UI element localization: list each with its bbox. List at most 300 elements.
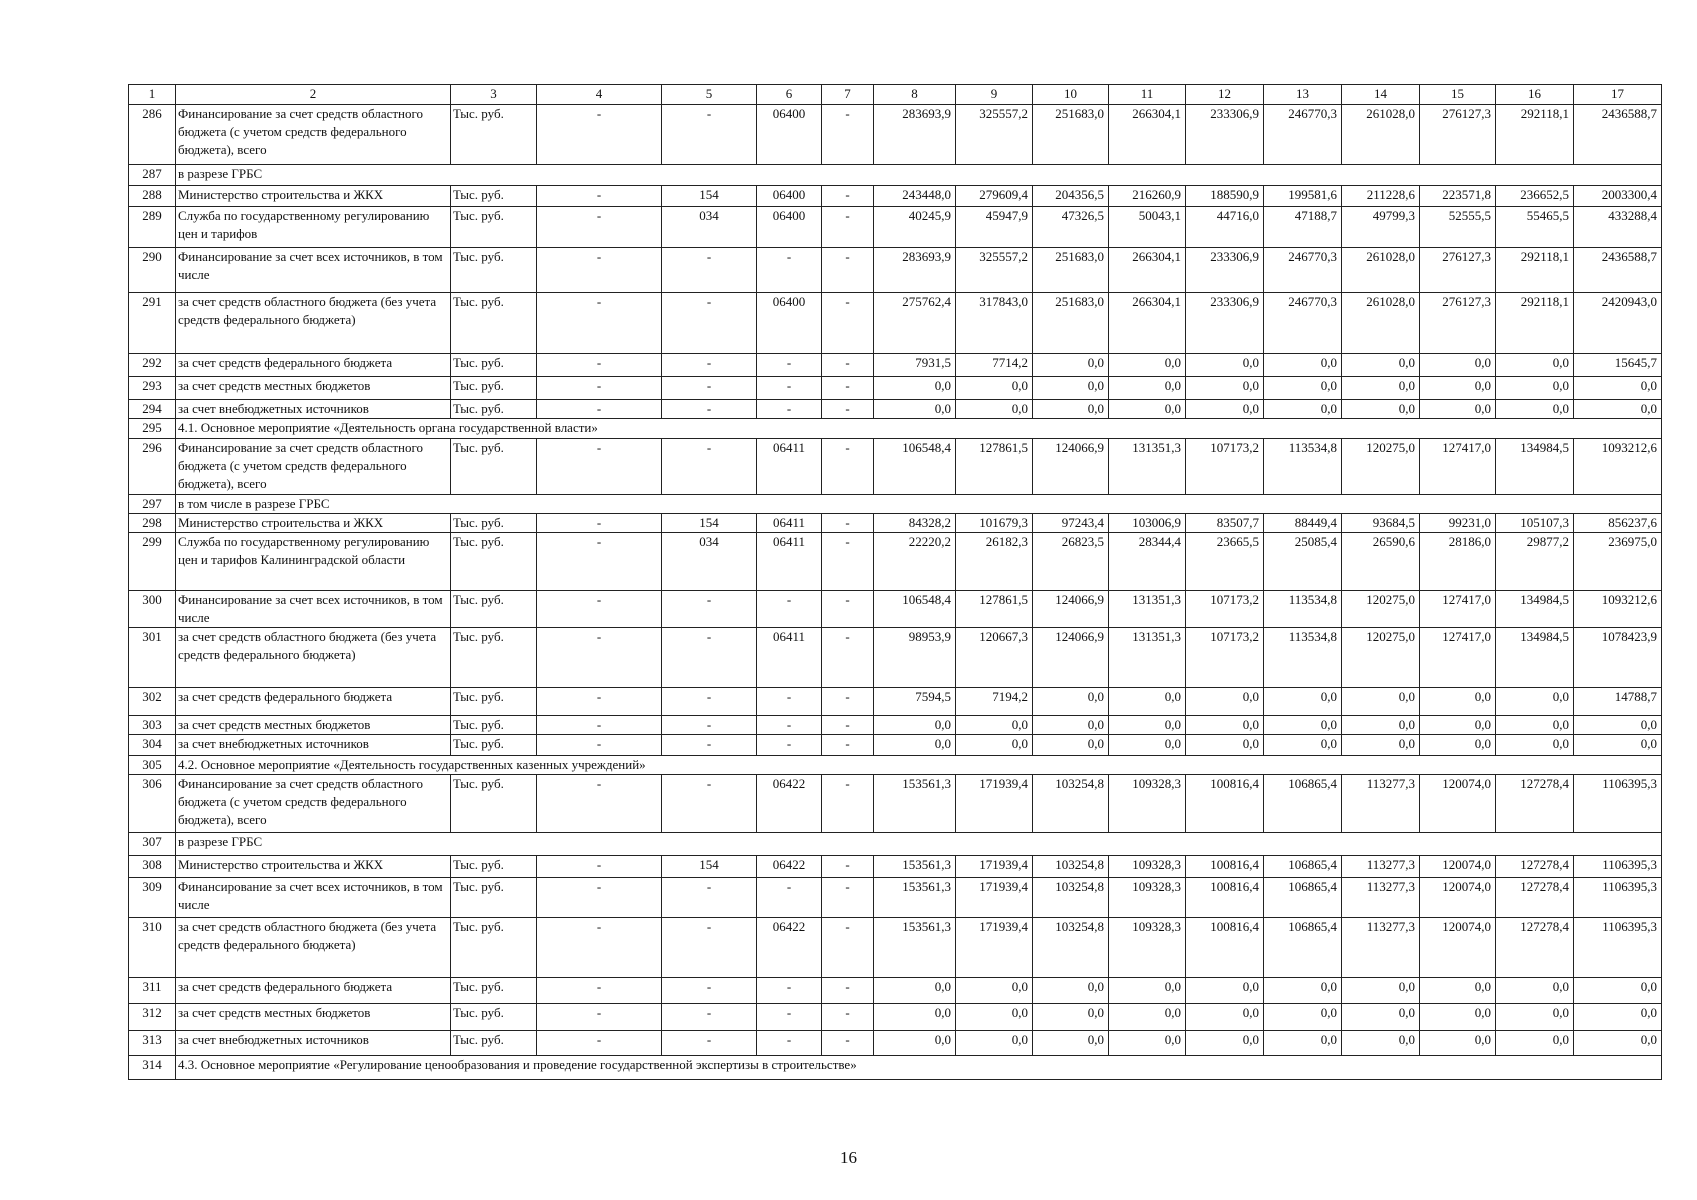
column-7-cell: -: [822, 716, 874, 735]
value-cell: 0,0: [874, 377, 956, 400]
value-cell: 0,0: [1186, 978, 1264, 1004]
value-cell: 88449,4: [1264, 514, 1342, 533]
table-row: [129, 533, 1662, 591]
column-6-cell: -: [757, 878, 822, 918]
value-cell: 0,0: [1420, 354, 1496, 377]
column-7-cell: -: [822, 688, 874, 716]
value-cell: 171939,4: [956, 775, 1033, 833]
value-cell: 105107,3: [1496, 514, 1574, 533]
column-number-11: 11: [1109, 85, 1186, 105]
value-cell: 292118,1: [1496, 293, 1574, 354]
value-cell: 134984,5: [1496, 591, 1574, 628]
section-title: в разрезе ГРБС: [176, 165, 1662, 186]
value-cell: 0,0: [1033, 377, 1109, 400]
column-5-cell: -: [662, 400, 757, 419]
value-cell: 28186,0: [1420, 533, 1496, 591]
table-row: [129, 1031, 1662, 1056]
value-cell: 1106395,3: [1574, 918, 1662, 978]
row-number: 310: [129, 918, 176, 978]
value-cell: 279609,4: [956, 186, 1033, 207]
section-title: 4.1. Основное мероприятие «Деятельность органа государственной власти»: [176, 419, 1662, 439]
value-cell: 26823,5: [1033, 533, 1109, 591]
unit-cell: Тыс. руб.: [451, 400, 537, 419]
row-number: 314: [129, 1056, 176, 1080]
column-4-cell: -: [537, 918, 662, 978]
value-cell: 14788,7: [1574, 688, 1662, 716]
value-cell: 106865,4: [1264, 878, 1342, 918]
table-row: [129, 377, 1662, 400]
value-cell: 0,0: [1186, 1004, 1264, 1031]
value-cell: 0,0: [1109, 377, 1186, 400]
value-cell: 55465,5: [1496, 207, 1574, 248]
column-4-cell: -: [537, 591, 662, 628]
value-cell: 40245,9: [874, 207, 956, 248]
value-cell: 276127,3: [1420, 105, 1496, 165]
column-6-cell: 06411: [757, 533, 822, 591]
column-number-9: 9: [956, 85, 1033, 105]
column-7-cell: -: [822, 105, 874, 165]
column-number-3: 3: [451, 85, 537, 105]
row-number: 308: [129, 856, 176, 878]
value-cell: 0,0: [1574, 377, 1662, 400]
column-6-cell: -: [757, 978, 822, 1004]
column-number-4: 4: [537, 85, 662, 105]
value-cell: 153561,3: [874, 775, 956, 833]
value-cell: 103254,8: [1033, 856, 1109, 878]
value-cell: 171939,4: [956, 856, 1033, 878]
value-cell: 261028,0: [1342, 293, 1420, 354]
value-cell: 28344,4: [1109, 533, 1186, 591]
row-name: за счет внебюджетных источников: [176, 1031, 451, 1056]
value-cell: 0,0: [1264, 716, 1342, 735]
value-cell: 2420943,0: [1574, 293, 1662, 354]
value-cell: 103254,8: [1033, 775, 1109, 833]
column-6-cell: 06411: [757, 628, 822, 688]
value-cell: 266304,1: [1109, 105, 1186, 165]
column-4-cell: -: [537, 293, 662, 354]
value-cell: 124066,9: [1033, 439, 1109, 495]
row-name: за счет средств федерального бюджета: [176, 978, 451, 1004]
value-cell: 275762,4: [874, 293, 956, 354]
column-4-cell: -: [537, 377, 662, 400]
value-cell: 103254,8: [1033, 918, 1109, 978]
value-cell: 276127,3: [1420, 293, 1496, 354]
value-cell: 7194,2: [956, 688, 1033, 716]
row-name: за счет средств федерального бюджета: [176, 354, 451, 377]
value-cell: 23665,5: [1186, 533, 1264, 591]
unit-cell: Тыс. руб.: [451, 533, 537, 591]
value-cell: 0,0: [1264, 688, 1342, 716]
value-cell: 0,0: [1186, 688, 1264, 716]
column-6-cell: -: [757, 1031, 822, 1056]
value-cell: 0,0: [1109, 716, 1186, 735]
value-cell: 127861,5: [956, 591, 1033, 628]
value-cell: 0,0: [1342, 735, 1420, 756]
unit-cell: Тыс. руб.: [451, 628, 537, 688]
value-cell: 0,0: [1342, 1031, 1420, 1056]
column-4-cell: -: [537, 878, 662, 918]
value-cell: 211228,6: [1342, 186, 1420, 207]
value-cell: 2436588,7: [1574, 248, 1662, 293]
column-7-cell: -: [822, 1004, 874, 1031]
value-cell: 0,0: [1496, 1031, 1574, 1056]
value-cell: 317843,0: [956, 293, 1033, 354]
value-cell: 153561,3: [874, 918, 956, 978]
value-cell: 0,0: [1420, 978, 1496, 1004]
table-row: [129, 439, 1662, 495]
row-name: Финансирование за счет средств областного бюджета (с учетом средств федерального бюджета), всего: [176, 105, 451, 165]
value-cell: 127278,4: [1496, 918, 1574, 978]
column-number-1: 1: [129, 85, 176, 105]
value-cell: 283693,9: [874, 105, 956, 165]
value-cell: 433288,4: [1574, 207, 1662, 248]
row-number: 289: [129, 207, 176, 248]
value-cell: 47326,5: [1033, 207, 1109, 248]
column-5-cell: -: [662, 248, 757, 293]
value-cell: 26590,6: [1342, 533, 1420, 591]
value-cell: 0,0: [1420, 716, 1496, 735]
value-cell: 84328,2: [874, 514, 956, 533]
unit-cell: Тыс. руб.: [451, 735, 537, 756]
row-number: 291: [129, 293, 176, 354]
table-row: [129, 688, 1662, 716]
value-cell: 124066,9: [1033, 628, 1109, 688]
value-cell: 0,0: [1186, 377, 1264, 400]
value-cell: 236975,0: [1574, 533, 1662, 591]
value-cell: 100816,4: [1186, 918, 1264, 978]
value-cell: 107173,2: [1186, 628, 1264, 688]
value-cell: 0,0: [1420, 735, 1496, 756]
table-row: [129, 716, 1662, 735]
value-cell: 0,0: [956, 716, 1033, 735]
column-4-cell: -: [537, 533, 662, 591]
column-4-cell: -: [537, 856, 662, 878]
value-cell: 0,0: [1186, 1031, 1264, 1056]
column-7-cell: -: [822, 878, 874, 918]
column-4-cell: -: [537, 628, 662, 688]
value-cell: 1093212,6: [1574, 439, 1662, 495]
value-cell: 261028,0: [1342, 248, 1420, 293]
value-cell: 325557,2: [956, 248, 1033, 293]
value-cell: 109328,3: [1109, 856, 1186, 878]
table-row: [129, 293, 1662, 354]
row-number: 309: [129, 878, 176, 918]
row-name: Финансирование за счет всех источников, в том числе: [176, 591, 451, 628]
column-number-17: 17: [1574, 85, 1662, 105]
column-5-cell: -: [662, 439, 757, 495]
value-cell: 93684,5: [1342, 514, 1420, 533]
value-cell: 0,0: [1186, 735, 1264, 756]
value-cell: 0,0: [1109, 1004, 1186, 1031]
row-name: за счет средств областного бюджета (без учета средств федерального бюджета): [176, 293, 451, 354]
column-7-cell: -: [822, 248, 874, 293]
column-4-cell: -: [537, 1004, 662, 1031]
row-number: 290: [129, 248, 176, 293]
column-7-cell: -: [822, 186, 874, 207]
value-cell: 0,0: [1342, 377, 1420, 400]
column-4-cell: -: [537, 1031, 662, 1056]
value-cell: 0,0: [874, 735, 956, 756]
value-cell: 107173,2: [1186, 591, 1264, 628]
value-cell: 106548,4: [874, 439, 956, 495]
value-cell: 0,0: [1496, 735, 1574, 756]
unit-cell: Тыс. руб.: [451, 688, 537, 716]
value-cell: 120275,0: [1342, 591, 1420, 628]
value-cell: 103254,8: [1033, 878, 1109, 918]
value-cell: 246770,3: [1264, 293, 1342, 354]
unit-cell: Тыс. руб.: [451, 978, 537, 1004]
value-cell: 22220,2: [874, 533, 956, 591]
value-cell: 120667,3: [956, 628, 1033, 688]
table-row: [129, 514, 1662, 533]
value-cell: 52555,5: [1420, 207, 1496, 248]
column-7-cell: -: [822, 207, 874, 248]
value-cell: 0,0: [1033, 735, 1109, 756]
value-cell: 97243,4: [1033, 514, 1109, 533]
value-cell: 0,0: [956, 400, 1033, 419]
value-cell: 0,0: [1264, 1031, 1342, 1056]
column-number-13: 13: [1264, 85, 1342, 105]
row-name: за счет средств местных бюджетов: [176, 1004, 451, 1031]
value-cell: 292118,1: [1496, 248, 1574, 293]
value-cell: 83507,7: [1186, 514, 1264, 533]
value-cell: 0,0: [1342, 716, 1420, 735]
column-6-cell: 06411: [757, 439, 822, 495]
value-cell: 134984,5: [1496, 439, 1574, 495]
row-name: за счет внебюджетных источников: [176, 400, 451, 419]
column-number-row: [129, 85, 1662, 105]
value-cell: 134984,5: [1496, 628, 1574, 688]
table-row: [129, 207, 1662, 248]
value-cell: 127278,4: [1496, 775, 1574, 833]
value-cell: 251683,0: [1033, 248, 1109, 293]
value-cell: 127417,0: [1420, 439, 1496, 495]
value-cell: 106865,4: [1264, 918, 1342, 978]
table-row: [129, 400, 1662, 419]
value-cell: 0,0: [1420, 688, 1496, 716]
section-title: в том числе в разрезе ГРБС: [176, 495, 1662, 514]
column-5-cell: -: [662, 377, 757, 400]
value-cell: 7931,5: [874, 354, 956, 377]
value-cell: 0,0: [1033, 354, 1109, 377]
value-cell: 0,0: [1264, 735, 1342, 756]
column-6-cell: -: [757, 688, 822, 716]
value-cell: 0,0: [1574, 978, 1662, 1004]
value-cell: 120275,0: [1342, 439, 1420, 495]
value-cell: 1106395,3: [1574, 775, 1662, 833]
table-row: [129, 878, 1662, 918]
column-number-12: 12: [1186, 85, 1264, 105]
column-4-cell: -: [537, 439, 662, 495]
value-cell: 106865,4: [1264, 775, 1342, 833]
column-5-cell: -: [662, 1031, 757, 1056]
row-name: за счет средств областного бюджета (без учета средств федерального бюджета): [176, 628, 451, 688]
value-cell: 131351,3: [1109, 591, 1186, 628]
column-7-cell: -: [822, 591, 874, 628]
column-7-cell: -: [822, 856, 874, 878]
value-cell: 276127,3: [1420, 248, 1496, 293]
table-row: [129, 105, 1662, 165]
section-row: [129, 833, 1662, 856]
value-cell: 0,0: [1264, 377, 1342, 400]
value-cell: 120074,0: [1420, 856, 1496, 878]
row-name: за счет средств федерального бюджета: [176, 688, 451, 716]
unit-cell: Тыс. руб.: [451, 439, 537, 495]
column-4-cell: -: [537, 978, 662, 1004]
column-4-cell: -: [537, 207, 662, 248]
value-cell: 236652,5: [1496, 186, 1574, 207]
unit-cell: Тыс. руб.: [451, 716, 537, 735]
value-cell: 233306,9: [1186, 293, 1264, 354]
row-name: за счет средств областного бюджета (без учета средств федерального бюджета): [176, 918, 451, 978]
column-6-cell: -: [757, 1004, 822, 1031]
value-cell: 98953,9: [874, 628, 956, 688]
value-cell: 44716,0: [1186, 207, 1264, 248]
column-4-cell: -: [537, 105, 662, 165]
row-number: 288: [129, 186, 176, 207]
value-cell: 127417,0: [1420, 591, 1496, 628]
value-cell: 0,0: [956, 978, 1033, 1004]
column-6-cell: -: [757, 248, 822, 293]
value-cell: 0,0: [874, 1004, 956, 1031]
section-row: [129, 165, 1662, 186]
value-cell: 120074,0: [1420, 918, 1496, 978]
value-cell: 153561,3: [874, 856, 956, 878]
value-cell: 0,0: [1342, 400, 1420, 419]
value-cell: 1093212,6: [1574, 591, 1662, 628]
value-cell: 223571,8: [1420, 186, 1496, 207]
column-4-cell: -: [537, 688, 662, 716]
value-cell: 292118,1: [1496, 105, 1574, 165]
value-cell: 0,0: [1342, 978, 1420, 1004]
unit-cell: Тыс. руб.: [451, 918, 537, 978]
column-number-8: 8: [874, 85, 956, 105]
column-6-cell: 06422: [757, 918, 822, 978]
value-cell: 325557,2: [956, 105, 1033, 165]
column-7-cell: -: [822, 628, 874, 688]
value-cell: 0,0: [1342, 1004, 1420, 1031]
table-row: [129, 354, 1662, 377]
value-cell: 113534,8: [1264, 628, 1342, 688]
column-4-cell: -: [537, 716, 662, 735]
column-4-cell: -: [537, 775, 662, 833]
value-cell: 251683,0: [1033, 105, 1109, 165]
value-cell: 127417,0: [1420, 628, 1496, 688]
row-name: Министерство строительства и ЖКХ: [176, 186, 451, 207]
table-row: [129, 1004, 1662, 1031]
column-5-cell: 154: [662, 186, 757, 207]
unit-cell: Тыс. руб.: [451, 878, 537, 918]
column-4-cell: -: [537, 514, 662, 533]
column-6-cell: 06422: [757, 775, 822, 833]
table-row: [129, 186, 1662, 207]
unit-cell: Тыс. руб.: [451, 775, 537, 833]
column-4-cell: -: [537, 400, 662, 419]
value-cell: 0,0: [1186, 354, 1264, 377]
column-6-cell: 06422: [757, 856, 822, 878]
unit-cell: Тыс. руб.: [451, 514, 537, 533]
value-cell: 1106395,3: [1574, 878, 1662, 918]
value-cell: 171939,4: [956, 878, 1033, 918]
column-number-15: 15: [1420, 85, 1496, 105]
value-cell: 101679,3: [956, 514, 1033, 533]
column-7-cell: -: [822, 377, 874, 400]
value-cell: 0,0: [1496, 377, 1574, 400]
column-6-cell: 06400: [757, 293, 822, 354]
unit-cell: Тыс. руб.: [451, 293, 537, 354]
column-4-cell: -: [537, 248, 662, 293]
value-cell: 216260,9: [1109, 186, 1186, 207]
value-cell: 0,0: [1496, 978, 1574, 1004]
value-cell: 47188,7: [1264, 207, 1342, 248]
section-title: 4.2. Основное мероприятие «Деятельность государственных казенных учреждений»: [176, 756, 1662, 775]
value-cell: 0,0: [1420, 1031, 1496, 1056]
column-number-2: 2: [176, 85, 451, 105]
row-name: за счет средств местных бюджетов: [176, 716, 451, 735]
value-cell: 0,0: [1496, 354, 1574, 377]
column-6-cell: -: [757, 400, 822, 419]
row-number: 293: [129, 377, 176, 400]
unit-cell: Тыс. руб.: [451, 186, 537, 207]
value-cell: 0,0: [1033, 716, 1109, 735]
section-row: [129, 1056, 1662, 1080]
value-cell: 0,0: [1420, 1004, 1496, 1031]
table-row: [129, 591, 1662, 628]
value-cell: 0,0: [1109, 354, 1186, 377]
row-number: 297: [129, 495, 176, 514]
row-number: 286: [129, 105, 176, 165]
value-cell: 0,0: [1264, 978, 1342, 1004]
table-row: [129, 918, 1662, 978]
value-cell: 113277,3: [1342, 775, 1420, 833]
row-name: за счет средств местных бюджетов: [176, 377, 451, 400]
value-cell: 113277,3: [1342, 878, 1420, 918]
column-5-cell: -: [662, 918, 757, 978]
value-cell: 0,0: [1574, 716, 1662, 735]
column-6-cell: 06400: [757, 207, 822, 248]
value-cell: 106548,4: [874, 591, 956, 628]
column-number-5: 5: [662, 85, 757, 105]
value-cell: 0,0: [874, 716, 956, 735]
column-5-cell: -: [662, 293, 757, 354]
row-number: 294: [129, 400, 176, 419]
value-cell: 99231,0: [1420, 514, 1496, 533]
value-cell: 0,0: [874, 400, 956, 419]
column-5-cell: 154: [662, 514, 757, 533]
value-cell: 0,0: [1574, 735, 1662, 756]
value-cell: 0,0: [1109, 978, 1186, 1004]
unit-cell: Тыс. руб.: [451, 856, 537, 878]
value-cell: 25085,4: [1264, 533, 1342, 591]
value-cell: 0,0: [1496, 688, 1574, 716]
column-4-cell: -: [537, 186, 662, 207]
value-cell: 29877,2: [1496, 533, 1574, 591]
column-6-cell: 06411: [757, 514, 822, 533]
column-6-cell: -: [757, 716, 822, 735]
value-cell: 0,0: [1420, 377, 1496, 400]
value-cell: 266304,1: [1109, 293, 1186, 354]
table-row: [129, 978, 1662, 1004]
value-cell: 153561,3: [874, 878, 956, 918]
column-7-cell: -: [822, 1031, 874, 1056]
row-name: за счет внебюджетных источников: [176, 735, 451, 756]
table-body: [129, 105, 1662, 1080]
value-cell: 0,0: [1109, 688, 1186, 716]
column-number-16: 16: [1496, 85, 1574, 105]
value-cell: 100816,4: [1186, 856, 1264, 878]
value-cell: 266304,1: [1109, 248, 1186, 293]
row-number: 313: [129, 1031, 176, 1056]
